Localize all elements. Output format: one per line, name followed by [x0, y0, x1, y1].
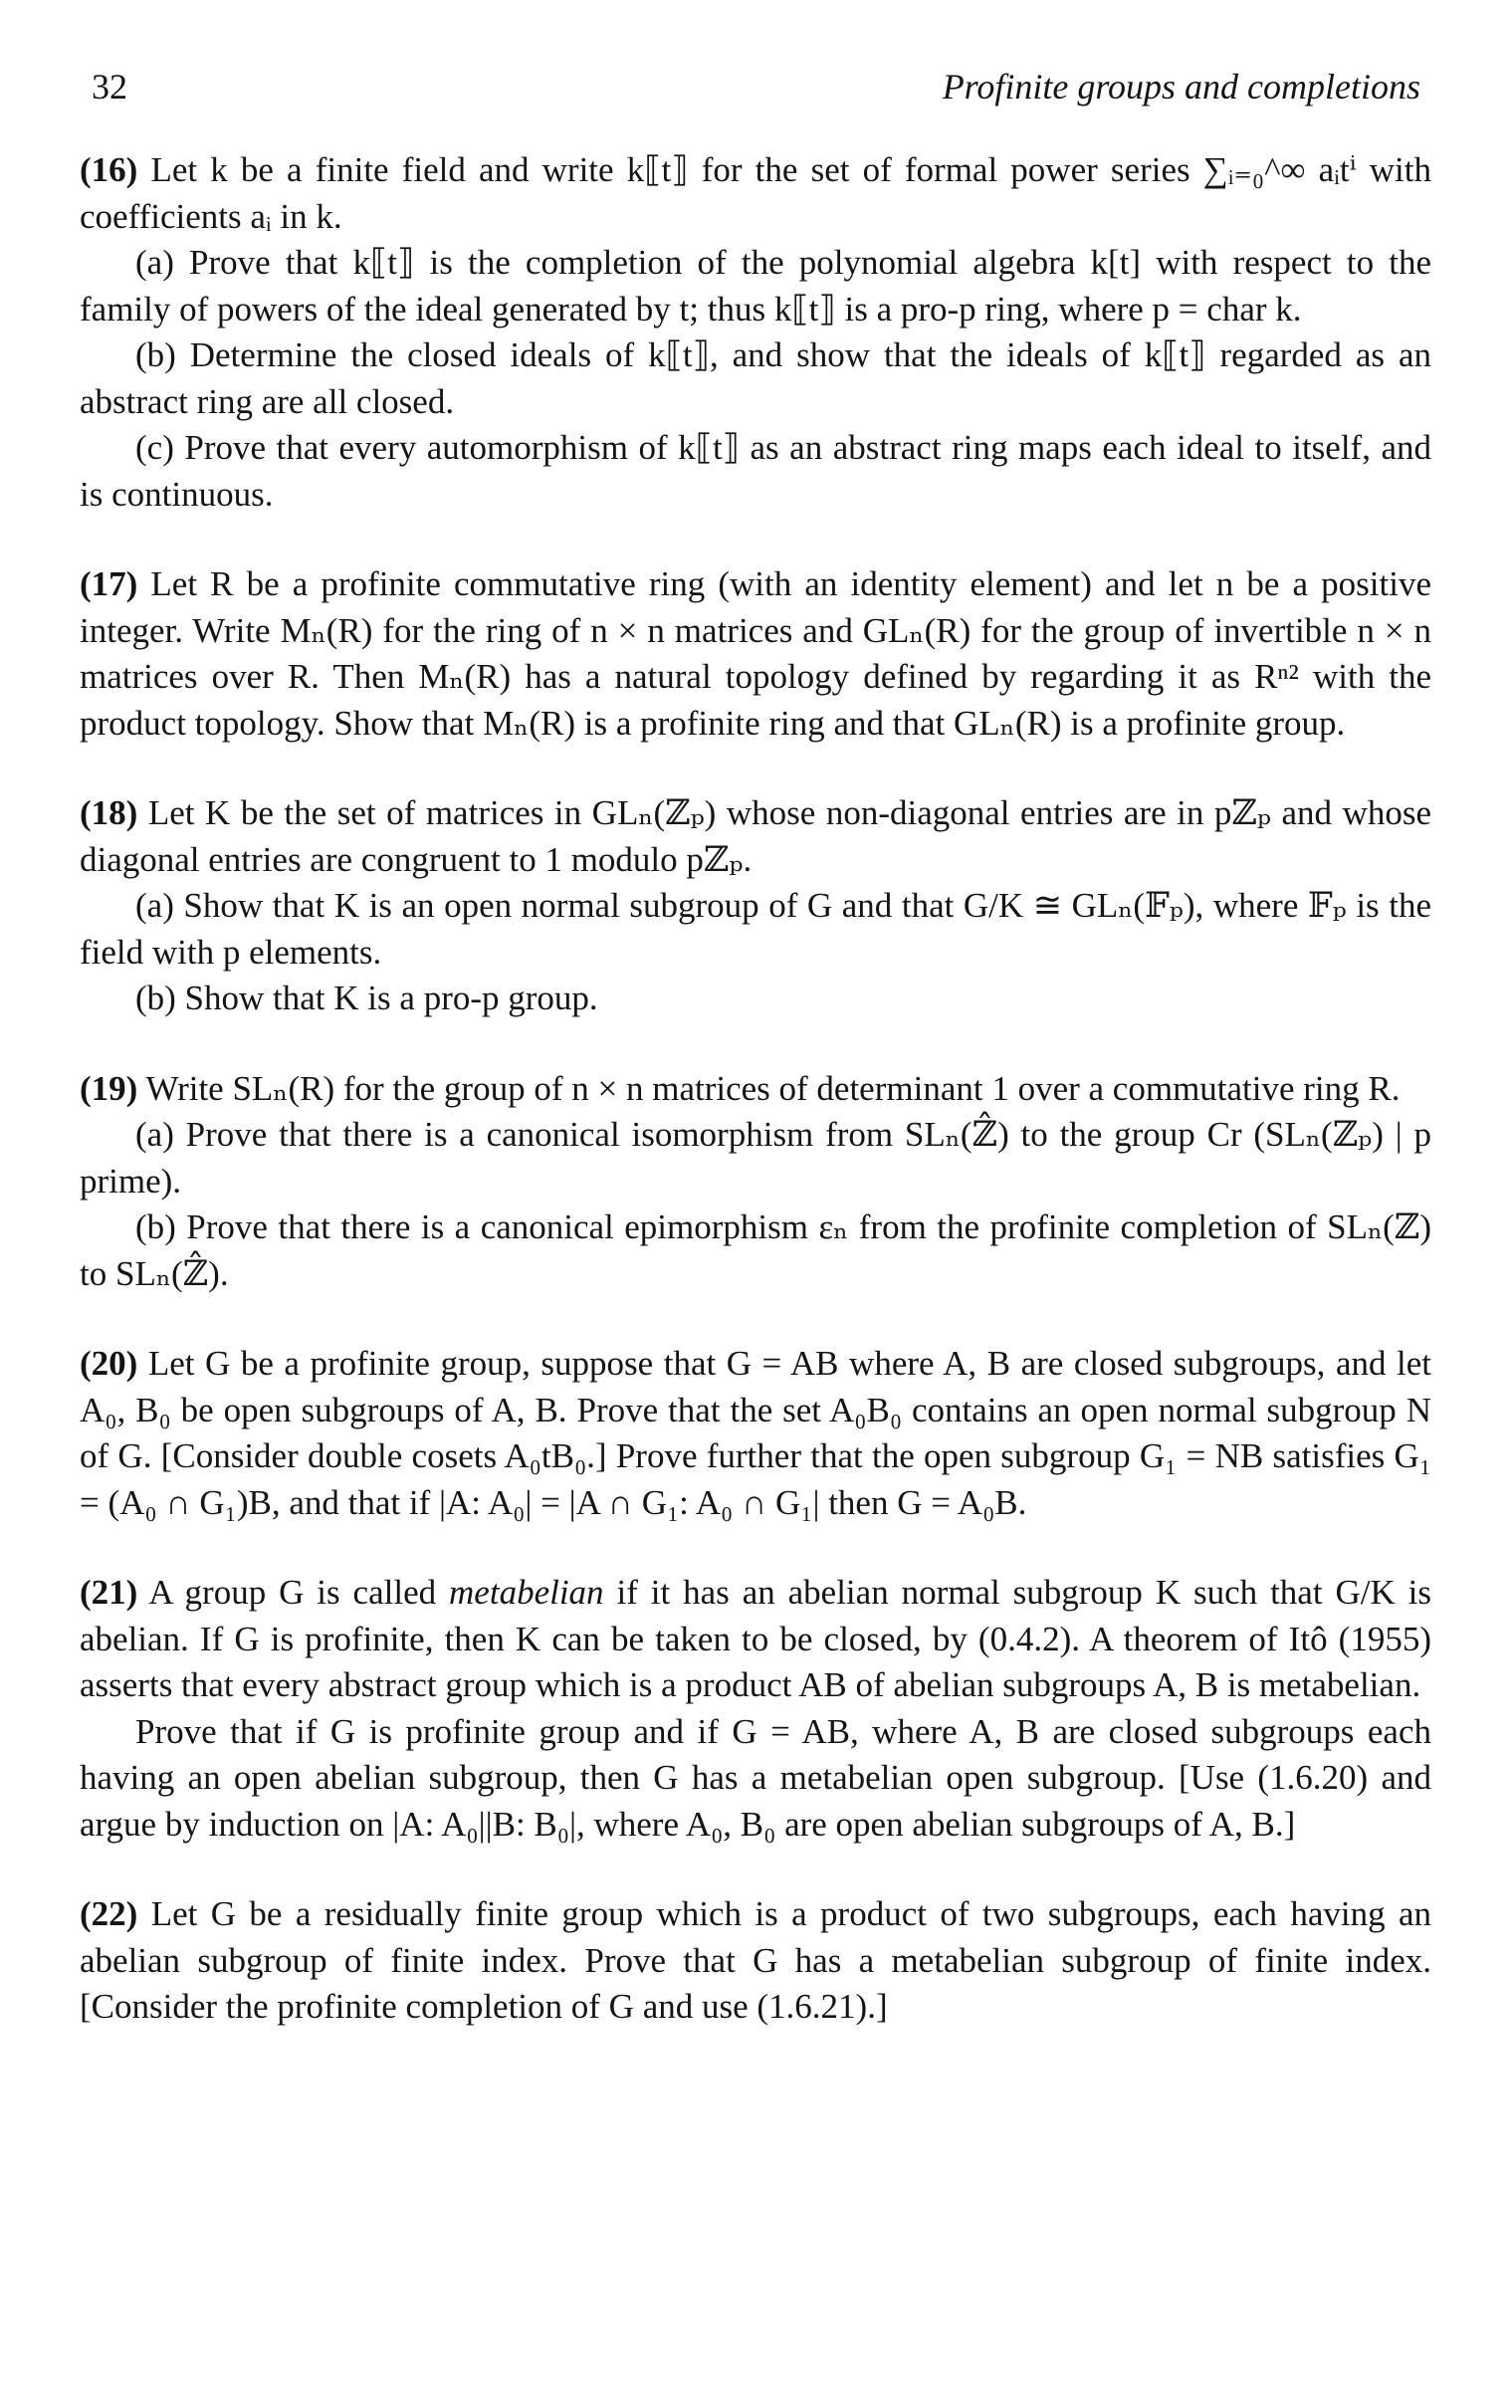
exercise-number: (19)	[80, 1068, 138, 1108]
exercise-text: Write SLₙ(R) for the group of n × n matrices of determinant 1 over a commutative ring R.	[145, 1068, 1401, 1108]
exercise-part-b: (b) Prove that there is a canonical epimorphism εₙ from the profinite completion of SLₙ(ℤ) to SLₙ(ℤ̂).	[80, 1207, 1431, 1293]
exercise-number: (20)	[80, 1344, 138, 1383]
exercise-part-a: (a) Prove that k⟦t⟧ is the completion of the polynomial algebra k[t] with respect to the family of powers of the ideal generated by t; thus k⟦t⟧ is a pro-p ring, where p = char k.	[80, 243, 1431, 328]
exercise-21	[80, 1570, 1431, 1848]
exercise-text: Let G be a profinite group, suppose that G = AB where A, B are closed subgroups, and let A₀, B₀ be open subgroups of A, B. Prove that the set A₀B₀ contains an open normal subgroup N of G. [Consider double cosets A₀tB₀.] Prove further that the open subgroup G₁ = NB satisfies G₁ = (A₀ ∩ G₁)B, and that if |A: A₀| = |A ∩ G₁: A₀ ∩ G₁| then G = A₀B.	[80, 1344, 1431, 1522]
exercise-statement	[80, 790, 1431, 883]
exercise-text: A group G is called	[148, 1573, 437, 1612]
page-header	[92, 66, 1420, 115]
exercise-19	[80, 1066, 1431, 1298]
exercise-18	[80, 790, 1431, 1022]
exercise-text: Let k be a finite field and write k⟦t⟧ for the set of formal power series ∑ᵢ₌₀^∞ aᵢtⁱ with coefficients aᵢ in k.	[80, 150, 1431, 236]
exercise-number: (17)	[80, 564, 138, 603]
exercise-22	[80, 1891, 1431, 2031]
defined-term: metabelian	[449, 1573, 604, 1612]
exercise-20	[80, 1341, 1431, 1526]
exercise-text-continued: if it has an abelian normal subgroup K such that G/K is abelian. If G is profinite, then K can be taken to be closed, by (0.4.2). A theorem of Itô (1955) asserts that every abstract group which is a product AB of abelian subgroups A, B is metabelian.	[80, 1573, 1432, 1704]
exercise-paragraph-2: Prove that if G is profinite group and if G = AB, where A, B are closed subgroups each having an open abelian subgroup, then G has a metabelian open subgroup. [Use (1.6.20) and argue by induction on |A: A₀||B: B₀|, where A₀, B₀ are open abelian subgroups of A, B.]	[80, 1711, 1431, 1844]
exercise-statement	[80, 1570, 1431, 1709]
exercise-number: (21)	[80, 1573, 138, 1612]
page-number: 32	[92, 67, 127, 107]
exercise-statement	[80, 561, 1431, 747]
exercise-number: (16)	[80, 150, 138, 189]
exercise-part-a: (a) Prove that there is a canonical isomorphism from SLₙ(ℤ̂) to the group Cr (SLₙ(ℤₚ) | p prime).	[80, 1115, 1431, 1201]
exercise-part-b: (b) Show that K is a pro-p group.	[135, 979, 598, 1017]
exercise-16	[80, 147, 1431, 518]
exercise-part-b: (b) Determine the closed ideals of k⟦t⟧, and show that the ideals of k⟦t⟧ regarded as an abstract ring are all closed.	[80, 335, 1431, 421]
exercise-statement	[80, 1066, 1431, 1113]
exercise-number: (18)	[80, 793, 138, 832]
exercise-number: (22)	[80, 1894, 138, 1933]
exercise-text: Let G be a residually finite group which is a product of two subgroups, each having an abelian subgroup of finite index. Prove that G has a metabelian subgroup of finite index. [Consider the profinite completion of G and use (1.6.21).]	[80, 1894, 1431, 2026]
exercise-part-c: (c) Prove that every automorphism of k⟦t⟧ as an abstract ring maps each ideal to itself, and is continuous.	[80, 428, 1431, 514]
running-title: Profinite groups and completions	[942, 67, 1420, 107]
exercise-text: Let K be the set of matrices in GLₙ(ℤₚ) whose non-diagonal entries are in pℤₚ and whose diagonal entries are congruent to 1 modulo pℤₚ.	[80, 793, 1432, 879]
exercise-statement	[80, 147, 1431, 240]
exercise-text: Let R be a profinite commutative ring (with an identity element) and let n be a positive integer. Write Mₙ(R) for the ring of n × n matrices and GLₙ(R) for the group of invertible n × n matrices over R. Then Mₙ(R) has a natural topology defined by regarding it as Rⁿ² with the product topology. Show that Mₙ(R) is a profinite ring and that GLₙ(R) is a profinite group.	[80, 564, 1431, 743]
exercise-statement	[80, 1341, 1431, 1526]
exercise-list	[80, 147, 1431, 2075]
exercise-part-a: (a) Show that K is an open normal subgroup of G and that G/K ≅ GLₙ(𝔽ₚ), where 𝔽ₚ is the field with p elements.	[80, 886, 1431, 972]
exercise-17	[80, 561, 1431, 747]
exercise-statement	[80, 1891, 1431, 2031]
